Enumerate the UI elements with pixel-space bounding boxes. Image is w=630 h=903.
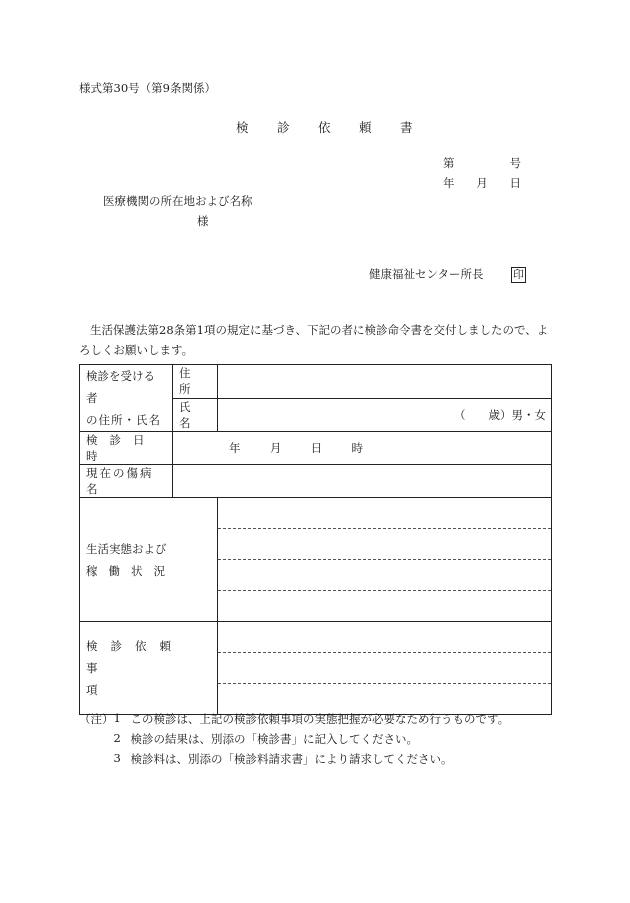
table-row-exam-date xyxy=(80,432,552,465)
living-label-line1: 生活実態および xyxy=(86,541,167,556)
issue-date-month: 月 xyxy=(476,176,488,190)
exam-date-label-text: 検診日時 xyxy=(86,433,157,463)
illness-field[interactable] xyxy=(173,465,552,498)
note-3-number: 3 xyxy=(113,751,121,765)
intro-line2: ろしくお願いします。 xyxy=(79,343,194,357)
age-label: （ 歳） xyxy=(454,407,512,422)
name-field[interactable] xyxy=(218,398,552,432)
address-label: 住 所 xyxy=(173,365,218,399)
table-row-living xyxy=(80,498,552,622)
subject-label xyxy=(80,365,173,432)
illness-label: 現在の傷病名 xyxy=(80,465,173,498)
issue-number xyxy=(443,155,521,171)
request-label-line1: 検診依頼 xyxy=(86,639,184,653)
request-label-line2 xyxy=(86,657,166,701)
seal-mark: 印 xyxy=(512,268,524,281)
name-label: 氏 名 xyxy=(173,398,218,432)
issue-number-suffix: 号 xyxy=(509,156,521,170)
request-field[interactable] xyxy=(218,622,552,715)
exam-date-month: 月 xyxy=(269,441,282,455)
addressee-honorific: 様 xyxy=(197,214,209,228)
issue-date xyxy=(443,175,521,191)
table-row-request xyxy=(80,622,552,715)
issue-date-day: 日 xyxy=(509,176,521,190)
note-3-text: 検診料は、別添の「検診料請求書」により請求してください。 xyxy=(130,752,453,766)
exam-date-field[interactable] xyxy=(173,432,552,465)
exam-date-year: 年 xyxy=(229,441,241,455)
intro-line1: 生活保護法第28条第1項の規定に基づき、下記の者に検診命令書を交付しましたので、よ xyxy=(90,323,549,337)
address-field[interactable] xyxy=(218,365,552,399)
sender xyxy=(369,266,526,283)
table-row-illness xyxy=(80,465,552,498)
request-label xyxy=(80,622,218,715)
issue-date-year: 年 xyxy=(443,176,455,190)
subject-label-line1: 検診を受ける者 xyxy=(86,369,155,405)
form-number: 様式第30号（第9条関係） xyxy=(79,81,216,95)
living-label xyxy=(80,498,218,622)
note-1-text: この検診は、上記の検診依頼事項の実態把握が必要なため行うものです。 xyxy=(130,712,510,726)
living-label-line2: 稼働状況 xyxy=(86,563,176,578)
document-title: 検 診 依 頼 書 xyxy=(236,120,421,135)
note-2-number: 2 xyxy=(113,731,121,745)
request-table xyxy=(79,364,552,715)
request-label-line2-text: 事項 xyxy=(86,661,154,697)
notes-heading: （注） xyxy=(79,712,114,726)
addressee-line1: 医療機関の所在地および名称 xyxy=(103,194,253,208)
exam-date-day: 日 xyxy=(310,441,323,455)
living-field[interactable] xyxy=(218,498,552,622)
table-row-address xyxy=(80,365,552,399)
notes xyxy=(79,711,509,771)
subject-label-line2: の住所・氏名 xyxy=(86,413,161,427)
sex-label: 男・女 xyxy=(511,407,546,422)
issue-number-prefix: 第 xyxy=(443,156,455,170)
exam-date-label xyxy=(80,432,173,465)
exam-date-hour: 時 xyxy=(351,441,363,455)
note-1-number: 1 xyxy=(113,711,121,725)
sender-name: 健康福祉センター所長 xyxy=(369,267,484,281)
note-2-text: 検診の結果は、別添の「検診書」に記入してください。 xyxy=(130,732,418,746)
